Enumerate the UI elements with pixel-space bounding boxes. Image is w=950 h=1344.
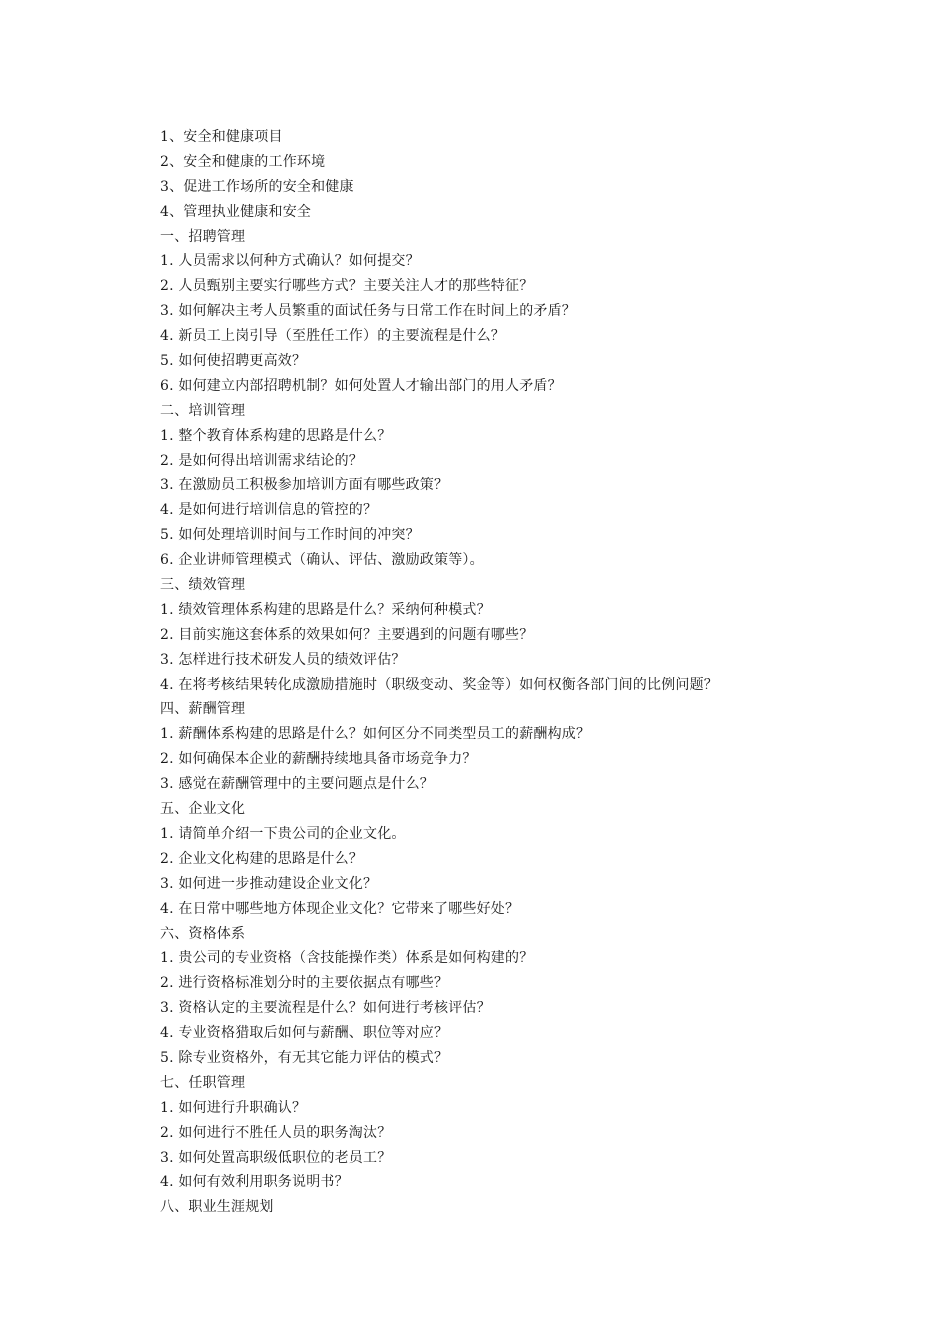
text-line: 3. 在激励员工积极参加培训方面有哪些政策？ [160, 477, 449, 494]
text-line: 1. 请简单介绍一下贵公司的企业文化。 [160, 825, 406, 842]
document-body [160, 125, 920, 1220]
text-line: 1、安全和健康项目 [160, 129, 283, 145]
text-line: 八、职业生涯规划 [160, 1199, 274, 1216]
text-line: 6. 如何建立内部招聘机制？如何处置人才输出部门的用人矛盾？ [160, 377, 562, 394]
text-line: 3. 如何处置高职级低职位的老员工？ [160, 1149, 392, 1166]
text-line: 5. 如何处理培训时间与工作时间的冲突？ [160, 527, 420, 544]
text-line: 4. 专业资格猎取后如何与薪酬、职位等对应？ [160, 1025, 449, 1042]
text-line: 四、薪酬管理 [160, 701, 246, 718]
text-line: 2. 如何确保本企业的薪酬持续地具备市场竞争力？ [160, 751, 477, 768]
text-line: 3. 如何进一步推动建设企业文化？ [160, 875, 378, 892]
text-line: 2. 人员甄别主要实行哪些方式？主要关注人才的那些特征？ [160, 278, 534, 295]
text-line: 4. 在将考核结果转化成激励措施时（职级变动、奖金等）如何权衡各部门间的比例问题？ [160, 676, 719, 693]
text-line: 3. 怎样进行技术研发人员的绩效评估？ [160, 651, 406, 668]
text-line: 4. 在日常中哪些地方体现企业文化？它带来了哪些好处？ [160, 900, 520, 917]
text-line: 三、绩效管理 [160, 577, 246, 594]
text-line: 2. 是如何得出培训需求结论的？ [160, 452, 364, 469]
text-line: 一、招聘管理 [160, 228, 246, 245]
text-line: 2. 目前实施这套体系的效果如何？主要遇到的问题有哪些？ [160, 626, 534, 643]
text-line: 2、安全和健康的工作环境 [160, 153, 326, 170]
text-line: 1. 绩效管理体系构建的思路是什么？采纳何种模式？ [160, 601, 491, 618]
text-line: 七、任职管理 [160, 1074, 246, 1091]
text-line: 5. 如何使招聘更高效？ [160, 353, 307, 370]
text-line: 1. 薪酬体系构建的思路是什么？如何区分不同类型员工的薪酬构成？ [160, 726, 591, 743]
text-line: 1. 整个教育体系构建的思路是什么？ [160, 427, 392, 444]
text-line: 3. 资格认定的主要流程是什么？如何进行考核评估？ [160, 1000, 491, 1017]
text-line: 3. 如何解决主考人员繁重的面试任务与日常工作在时间上的矛盾？ [160, 303, 577, 320]
text-line: 六、资格体系 [160, 925, 246, 942]
text-line: 1. 人员需求以何种方式确认？如何提交？ [160, 253, 420, 270]
text-line: 4. 新员工上岗引导（至胜任工作）的主要流程是什么？ [160, 328, 506, 345]
text-line: 6. 企业讲师管理模式（确认、评估、激励政策等）。 [160, 552, 484, 569]
text-line: 2. 进行资格标准划分时的主要依据点有哪些？ [160, 975, 449, 992]
text-line: 五、企业文化 [160, 801, 246, 818]
text-line: 5. 除专业资格外，有无其它能力评估的模式？ [160, 1049, 449, 1066]
text-line: 1. 如何进行升职确认？ [160, 1099, 307, 1116]
text-line: 二、培训管理 [160, 402, 246, 419]
text-line: 3、促进工作场所的安全和健康 [160, 178, 354, 195]
text-line: 4. 如何有效利用职务说明书？ [160, 1174, 349, 1191]
text-line: 1. 贵公司的专业资格（含技能操作类）体系是如何构建的？ [160, 950, 534, 967]
text-line: 4. 是如何进行培训信息的管控的？ [160, 502, 378, 519]
text-line: 2. 企业文化构建的思路是什么？ [160, 850, 364, 867]
text-line: 4、管理执业健康和安全 [160, 203, 312, 220]
text-line: 2. 如何进行不胜任人员的职务淘汰？ [160, 1124, 392, 1141]
text-line: 3. 感觉在薪酬管理中的主要问题点是什么？ [160, 776, 435, 793]
